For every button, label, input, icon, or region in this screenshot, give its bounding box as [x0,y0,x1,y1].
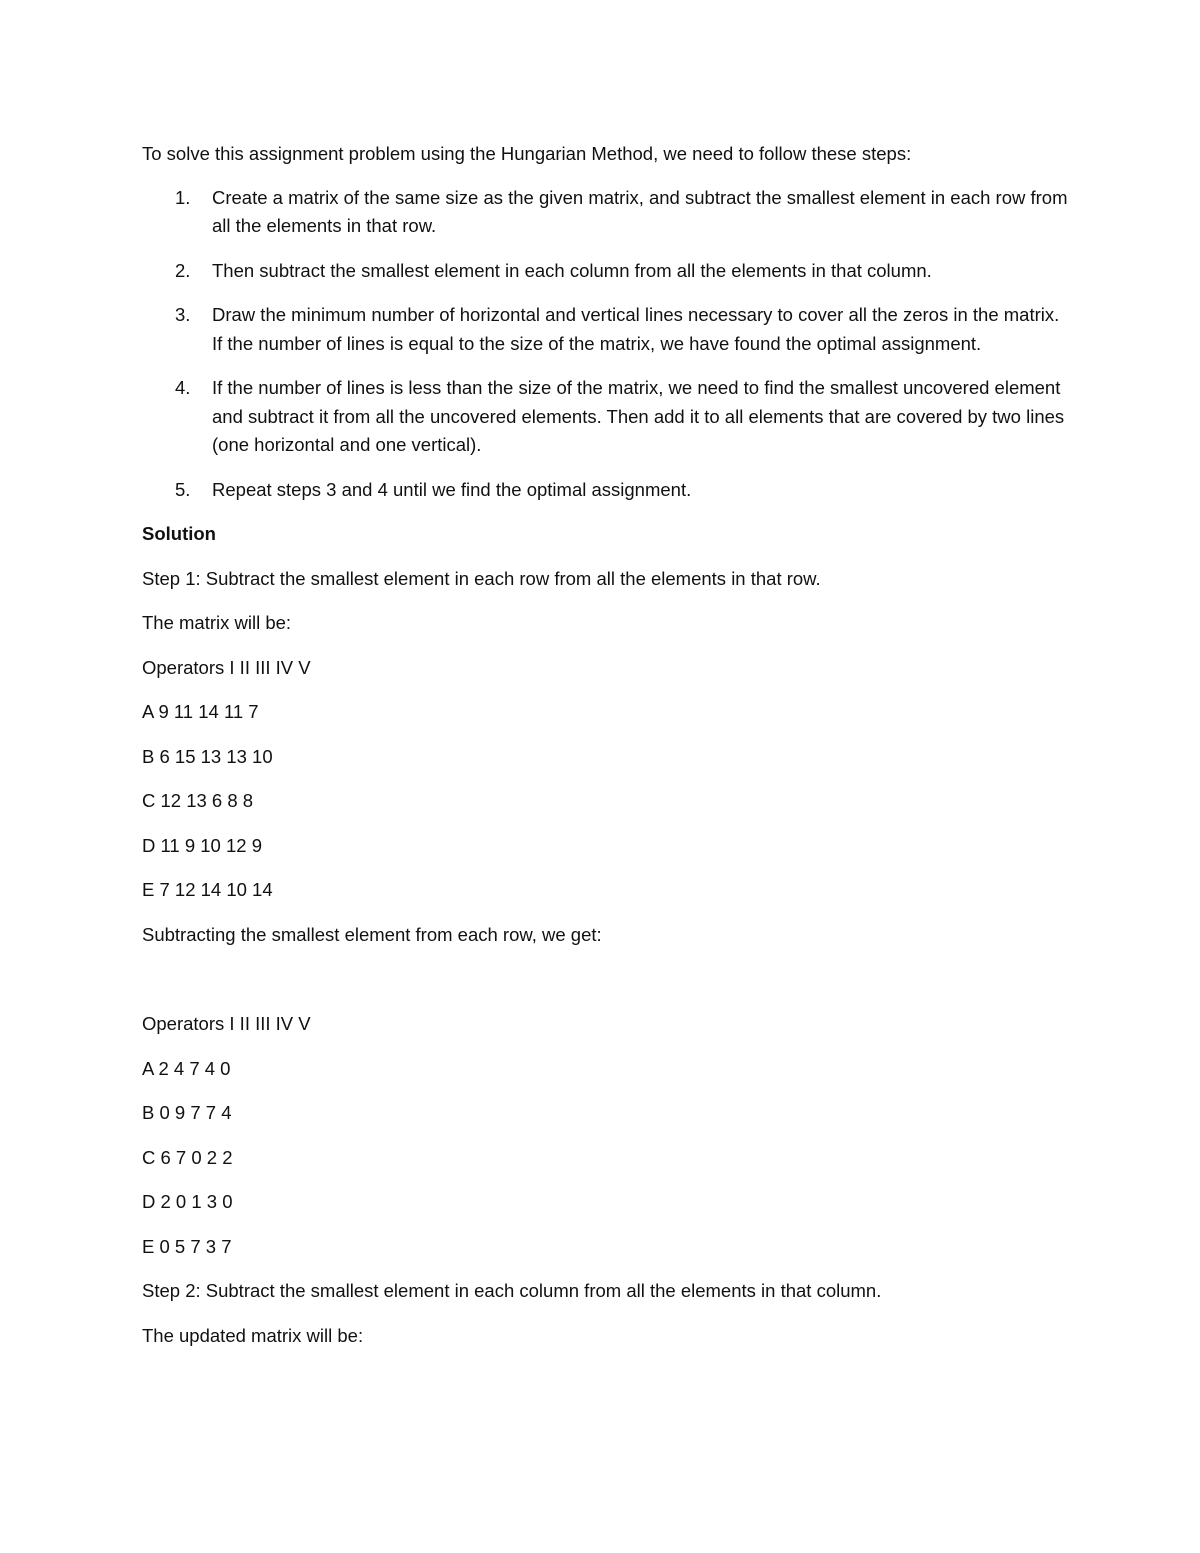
list-item-text: Then subtract the smallest element in each column from all the elements in that column. [212,259,932,281]
matrix1-row-b: B 6 15 13 13 10 [142,745,273,767]
list-item [142,476,1072,505]
list-item-number: 3. [175,304,191,325]
matrix-intro: The matrix will be: [142,612,292,633]
matrix2-row-c: C 6 7 0 2 2 [142,1146,233,1168]
document-body [142,140,1072,1366]
step2-paragraph: Step 2: Subtract the smallest element in each column from all the elements in that column. [142,1280,882,1301]
matrix2-row-b: B 0 9 7 7 4 [142,1102,232,1123]
list-item-text: Create a matrix of the same size as the given matrix, and subtract the smallest element in each row from all the elements in that row. [212,186,1068,236]
list-item [142,257,1072,286]
matrix1-header: Operators I II III IV V [142,656,311,678]
updated-matrix-paragraph: The updated matrix will be: [142,1324,364,1346]
matrix2-row-e: E 0 5 7 3 7 [142,1235,232,1257]
list-item [142,184,1072,241]
matrix1-row-a: A 9 11 14 11 7 [142,701,259,722]
list-item-number: 4. [175,377,191,398]
matrix1-row-c: C 12 13 6 8 8 [142,790,254,811]
list-item-number: 5. [175,478,191,500]
subtracting-paragraph: Subtracting the smallest element from each row, we get: [142,923,602,945]
list-item-text: Repeat steps 3 and 4 until we find the optimal assignment. [212,478,692,500]
matrix2-row-d: D 2 0 1 3 0 [142,1191,233,1212]
list-item-number: 1. [175,186,191,208]
matrix1-row-d: D 11 9 10 12 9 [142,834,262,856]
step1-paragraph: Step 1: Subtract the smallest element in each row from all the elements in that row. [142,567,821,589]
solution-heading: Solution [142,523,216,544]
list-item [142,301,1072,358]
steps-list [142,184,1072,505]
list-item-text: Draw the minimum number of horizontal and vertical lines necessary to cover all the zeros in the matrix. If the number of lines is equal to the size of the matrix, we have found the optimal assignment. [212,304,1060,354]
matrix2-row-a: A 2 4 7 4 0 [142,1057,231,1079]
list-item [142,374,1072,460]
blank-line [142,965,1072,1010]
matrix2-header: Operators I II III IV V [142,1013,311,1034]
intro-paragraph: To solve this assignment problem using the Hungarian Method, we need to follow these steps: [142,143,912,164]
list-item-text: If the number of lines is less than the size of the matrix, we need to find the smallest uncovered element and subtract it from all the uncovered elements. Then add it to all elements that are covered by two lines (one horizontal and one vertical). [212,377,1065,455]
matrix1-row-e: E 7 12 14 10 14 [142,879,273,900]
list-item-number: 2. [175,259,191,281]
